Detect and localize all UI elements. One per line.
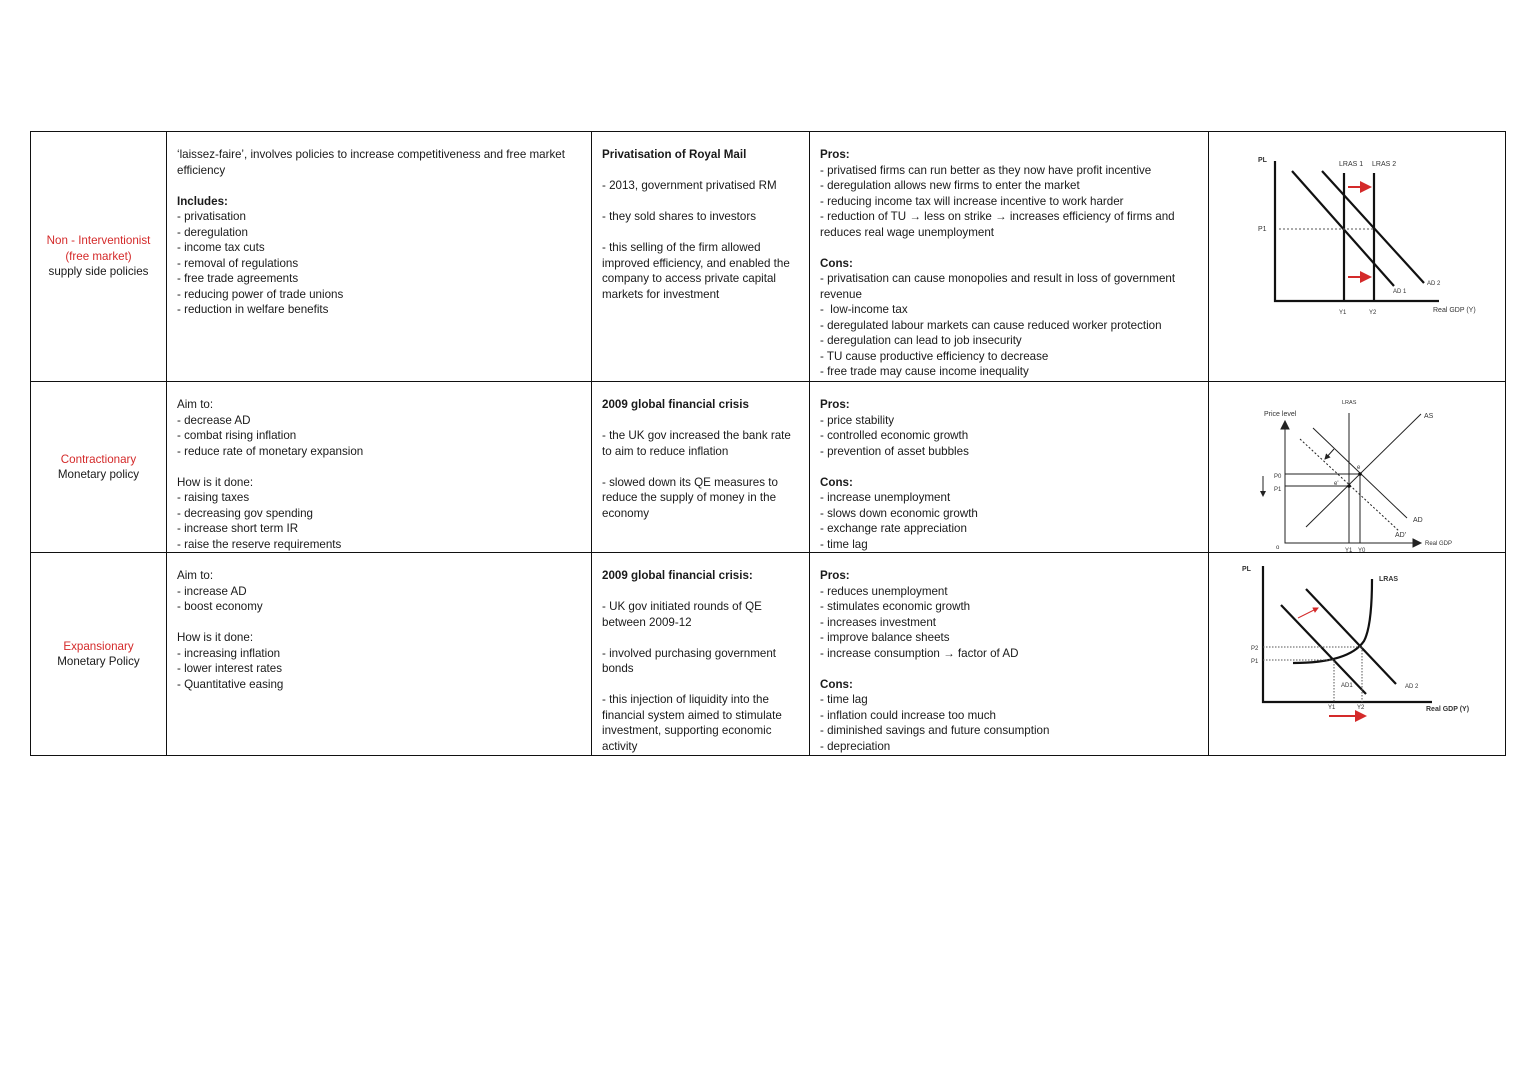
cell-line: - time lag [820,537,868,551]
evaluation-cell [810,553,1209,756]
cell-line: - free trade may cause income inequality [820,365,1029,378]
cell-line: - deregulation allows new firms to enter the market [820,179,1080,192]
cell-line: - depreciation [820,739,891,753]
policy-type: Contractionary [60,452,137,466]
cell-line: - increasing inflation [177,646,281,660]
p0-label: P0 [1274,474,1282,480]
cell-line: - this injection of liquidity into the financial system aimed to stimulate investment, supporting economic activity [602,693,786,753]
policy-category: supply side policies [48,265,149,279]
cell-line [177,615,581,631]
cell-heading: Pros: [820,569,850,582]
y-axis-label: Price level [1264,411,1297,418]
cell-line: - the UK gov increased the bank rate to aim to reduce inflation [602,429,795,458]
axes [1285,426,1417,543]
cell-heading: 2009 global financial crisis: [602,569,753,582]
y1-label: Y1 [1345,548,1353,554]
y0-label: Y0 [1358,548,1366,554]
cell-line: Aim to: [177,398,214,411]
lras1-label: LRAS 1 [1339,161,1364,168]
cell-line [820,240,1198,256]
cell-heading: Cons: [820,677,853,691]
cell-line: - privatisation [177,210,246,223]
cell-line: - slows down economic growth [820,506,978,520]
y1-label: Y1 [1328,705,1336,711]
cell-line [602,584,799,600]
cell-line: - increases investment [820,615,936,629]
origin-label: o [1276,545,1280,551]
cell-line: - UK gov initiated rounds of QE between 2009-12 [602,600,766,629]
cell-line: - combat rising inflation [177,429,297,442]
table-row-expansionary [31,553,1506,756]
p2-label: P2 [1251,646,1259,652]
cell-line: - stimulates economic growth [820,600,971,613]
x-axis-label: Real GDP (Y) [1426,706,1470,713]
contractionary-diagram [1209,382,1506,568]
cell-line: - price stability [820,413,895,427]
cell-line [602,163,799,179]
cell-line: - removal of regulations [177,256,299,270]
cell-line [820,661,1198,677]
evaluation-cell [810,382,1209,553]
cell-line: - reduction of TU → less on strike → increases efficiency of firms and reduces real wage unemployment [820,210,1178,239]
cell-heading: Includes: [177,194,228,208]
cell-line: - raising taxes [177,491,250,504]
cell-line: - exchange rate appreciation [820,522,967,535]
cell-line [602,630,799,646]
ad1-label: AD 1 [1393,289,1407,295]
diagram-cell [1209,382,1506,553]
ad-new-label: AD' [1395,532,1407,539]
x-axis-label: Real GDP (Y) [1433,307,1476,314]
description-cell [167,382,592,553]
cell-line: - low-income tax [820,303,908,316]
lras-shift-diagram [1209,132,1506,397]
policy-category: Monetary Policy [57,655,140,668]
cell-line: - privatised firms can run better as they now have profit incentive [820,163,1152,177]
cell-line: - increase short term IR [177,522,299,535]
cell-line: - they sold shares to investors [602,210,757,223]
cell-line [602,225,799,241]
cell-line: - reduction in welfare benefits [177,303,329,316]
ad2-label: AD 2 [1427,281,1441,287]
cell-line: - reduces unemployment [820,584,948,598]
cell-line: - free trade agreements [177,272,299,285]
cell-line: - time lag [820,693,868,706]
cell-line [602,194,799,210]
y2-label: Y2 [1357,705,1365,711]
cell-line [177,178,581,194]
cell-line: - this selling of the firm allowed improved efficiency, and enabled the company to access private capital markets for investment [602,241,794,301]
cell-heading: 2009 global financial crisis [602,398,749,411]
cell-line: - decrease AD [177,413,251,427]
lras2-label: LRAS 2 [1372,161,1397,168]
table-row-supply-side [31,132,1506,382]
policy-name-cell [31,553,167,756]
cell-heading: Cons: [820,475,853,489]
evaluation-cell [810,132,1209,382]
lras-label: LRAS [1379,576,1399,583]
as-line [1306,414,1421,527]
axes [1275,161,1439,301]
cell-line: - slowed down its QE measures to reduce the supply of money in the economy [602,475,782,520]
cell-line: Aim to: [177,569,214,582]
ad2-label: AD 2 [1405,684,1419,690]
policy-name-cell [31,132,167,382]
ad1-line [1281,605,1366,694]
p1-label: P1 [1251,659,1259,665]
cell-line: - inflation could increase too much [820,708,996,722]
policy-name-cell [31,382,167,553]
cell-line: How is it done: [177,475,254,489]
cell-line: - deregulation [177,225,248,239]
cell-line: - 2013, government privatised RM [602,179,777,192]
cell-line: - boost economy [177,600,263,613]
cell-line: - diminished savings and future consumption [820,724,1050,737]
cell-line [602,413,799,429]
cell-line: - increase unemployment [820,491,951,504]
example-cell [592,382,810,553]
cell-line: - reducing power of trade unions [177,287,344,301]
e-label: e [1357,465,1361,471]
cell-line: - privatisation can cause monopolies and result in loss of government revenue [820,272,1179,301]
cell-line: - TU cause productive efficiency to decrease [820,349,1049,363]
p1-label: P1 [1274,487,1282,493]
cell-line: - deregulation can lead to job insecurity [820,334,1022,347]
cell-line: - Quantitative easing [177,677,284,691]
cell-heading: Pros: [820,148,850,161]
cell-line: - increase consumption → factor of AD [820,646,1019,660]
policy-table [30,131,1506,756]
cell-line: - prevention of asset bubbles [820,444,969,458]
example-cell [592,132,810,382]
ad2-line [1306,589,1396,684]
cell-line: - controlled economic growth [820,429,969,442]
policy-category: Monetary policy [57,468,140,481]
ad-label: AD [1413,517,1423,524]
policy-type: Expansionary [63,639,134,653]
cell-line: - reduce rate of monetary expansion [177,444,364,458]
shift-arrow [1298,608,1318,618]
cell-line: - decreasing gov spending [177,506,313,520]
description-cell [167,132,592,382]
cell-line: ‘laissez-faire’, involves policies to increase competitiveness and free market efficiency [177,148,569,177]
cell-line [177,459,581,475]
ad1-label: AD1 [1341,683,1353,689]
cell-line: - involved purchasing government bonds [602,646,780,675]
shift-arrow [1325,449,1334,459]
y-axis-label: PL [1258,157,1267,164]
cell-line: - lower interest rates [177,662,283,675]
diagram-cell [1209,553,1506,756]
cell-heading: Cons: [820,256,853,270]
cell-heading: Privatisation of Royal Mail [602,148,747,161]
lras-label: LRAS [1342,400,1357,406]
p1-label: P1 [1258,226,1267,233]
as-label: AS [1424,413,1434,420]
cell-line: How is it done: [177,631,254,644]
table-row-contractionary [31,382,1506,553]
cell-line: - raise the reserve requirements [177,537,342,551]
example-cell [592,553,810,756]
policy-type: Non - Interventionist (free market) [46,234,151,263]
cell-line: - deregulated labour markets can cause reduced worker protection [820,318,1162,332]
diagram-cell [1209,132,1506,382]
expansionary-diagram [1209,553,1506,771]
cell-line [602,677,799,693]
cell-line: - improve balance sheets [820,631,950,644]
e-new-label: e' [1334,481,1339,487]
y1-label: Y1 [1339,310,1347,316]
y-axis-label: PL [1242,566,1251,573]
cell-line [602,459,799,475]
cell-line: - increase AD [177,584,247,598]
cell-line: - income tax cuts [177,241,265,254]
cell-line: - reducing income tax will increase incentive to work harder [820,194,1124,208]
x-axis-label: Real GDP [1425,541,1453,547]
cell-line [820,459,1198,475]
description-cell [167,553,592,756]
cell-heading: Pros: [820,398,850,411]
y2-label: Y2 [1369,310,1377,316]
lras-curve [1293,579,1372,663]
